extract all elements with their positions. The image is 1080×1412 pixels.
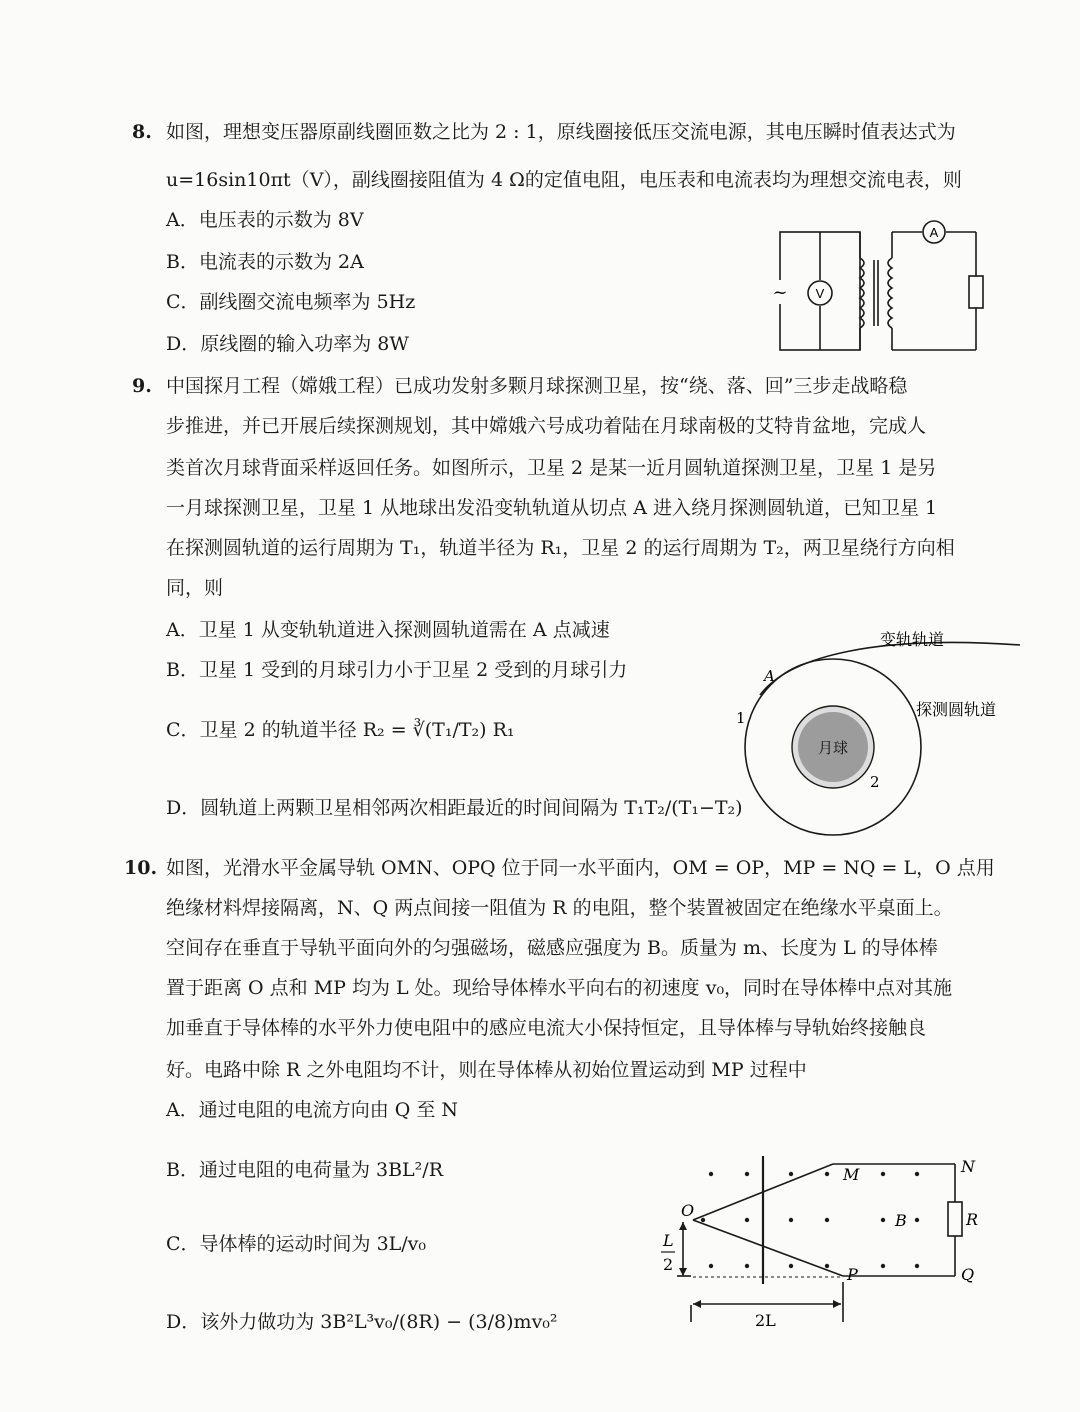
q9-option-a: A．卫星 1 从变轨轨道进入探测圆轨道需在 A 点减速 — [166, 619, 610, 641]
transfer-orbit-label: 变轨轨道 — [880, 630, 945, 649]
q10-stem-line-4: 置于距离 O 点和 MP 均为 L 处。现给导体棒水平向右的初速度 v₀，同时在导体棒中点对其施 — [166, 977, 953, 999]
q8-option-b: B．电流表的示数为 2A — [166, 251, 364, 273]
q8-option-d: D．原线圈的输入功率为 8W — [166, 333, 409, 355]
q8-stem-line-1: 如图，理想变压器原副线圈匝数之比为 2 : 1，原线圈接低压交流电源，其电压瞬时值表达式为 — [166, 121, 956, 143]
q10-option-a: A．通过电阻的电流方向由 Q 至 N — [166, 1099, 459, 1121]
point-p-label: P — [847, 1265, 858, 1284]
point-a-label: A — [764, 667, 775, 685]
q8-option-c: C．副线圈交流电频率为 5Hz — [166, 291, 416, 313]
q9-stem-line-1: 中国探月工程（嫦娥工程）已成功发射多颗月球探测卫星，按“绕、落、回”三步走战略稳 — [166, 375, 908, 397]
q10-option-c: C．导体棒的运动时间为 3L/v₀ — [166, 1233, 427, 1255]
point-q-label: Q — [961, 1265, 975, 1284]
q10-stem-line-1: 如图，光滑水平金属导轨 OMN、OPQ 位于同一水平面内，OM = OP，MP = NQ = L，O 点用 — [166, 857, 995, 879]
q9-stem-line-2: 步推进，并已开展后续探测规划，其中嫦娥六号成功着陆在月球南极的艾特肯盆地，完成人 — [166, 415, 927, 437]
point-n-label: N — [961, 1157, 975, 1176]
point-m-label: M — [843, 1165, 860, 1184]
rail-circuit-figure — [655, 1150, 985, 1340]
q9-option-c: C．卫星 2 的轨道半径 R₂ = ∛(T₁/T₂) R₁ — [166, 719, 515, 741]
q10-option-d: D．该外力做功为 3B²L³v₀/(8R) − (3/8)mv₀² — [166, 1311, 558, 1333]
q9-number: 9. — [132, 375, 152, 397]
q9-stem-line-3: 类首次月球背面采样返回任务。如图所示，卫星 2 是某一近月圆轨道探测卫星，卫星 1 是另 — [166, 457, 937, 479]
moon-label: 月球 — [817, 739, 849, 757]
q9-stem-line-6: 同，则 — [166, 577, 224, 599]
half-l-denominator: 2 — [663, 1255, 674, 1274]
transformer-circuit-figure — [770, 218, 990, 358]
point-o-label: O — [681, 1201, 695, 1220]
q10-stem-line-6: 好。电路中除 R 之外电阻均不计，则在导体棒从初始位置运动到 MP 过程中 — [166, 1059, 807, 1081]
q9-option-d: D．圆轨道上两颗卫星相邻两次相距最近的时间间隔为 T₁T₂/(T₁−T₂) — [166, 797, 743, 819]
q9-stem-line-5: 在探测圆轨道的运行周期为 T₁，轨道半径为 R₁，卫星 2 的运行周期为 T₂，两卫星绕行方向相 — [166, 537, 955, 559]
half-l-numerator: L — [663, 1231, 674, 1250]
q10-option-b: B．通过电阻的电荷量为 3BL²/R — [166, 1159, 443, 1181]
q10-stem-line-3: 空间存在垂直于导轨平面向外的匀强磁场，磁感应强度为 B。质量为 m、长度为 L 的导体棒 — [166, 937, 938, 959]
q8-option-a: A．电压表的示数为 8V — [166, 209, 364, 231]
q8-number: 8. — [132, 121, 152, 143]
resistor-label: R — [966, 1210, 979, 1229]
q9-stem-line-4: 一月球探测卫星，卫星 1 从地球出发沿变轨轨道从切点 A 进入绕月探测圆轨道，已知卫星 1 — [166, 497, 938, 519]
q10-stem-line-2: 绝缘材料焊接隔离，N、Q 两点间接一阻值为 R 的电阻，整个装置被固定在绝缘水平桌面上。 — [166, 897, 953, 919]
satellite-2-label: 2 — [870, 773, 880, 791]
ammeter-label: A — [929, 225, 939, 240]
voltmeter-label: V — [815, 286, 825, 301]
lunar-orbit-figure — [730, 625, 1020, 845]
field-b-label: B — [895, 1211, 907, 1230]
ac-source-symbol: ~ — [772, 282, 788, 303]
q10-stem-line-5: 加垂直于导体棒的水平外力使电阻中的感应电流大小保持恒定，且导体棒与导轨始终接触良 — [166, 1017, 927, 1039]
width-2l-label: 2L — [755, 1311, 776, 1330]
satellite-1-label: 1 — [736, 709, 746, 727]
q10-number: 10. — [124, 857, 158, 879]
q8-stem-line-2: u=16sin10πt（V），副线圈接阻值为 4 Ω的定值电阻，电压表和电流表均为理想交流电表，则 — [166, 169, 962, 191]
q9-option-b: B．卫星 1 受到的月球引力小于卫星 2 受到的月球引力 — [166, 659, 628, 681]
probe-orbit-label: 探测圆轨道 — [916, 700, 997, 719]
